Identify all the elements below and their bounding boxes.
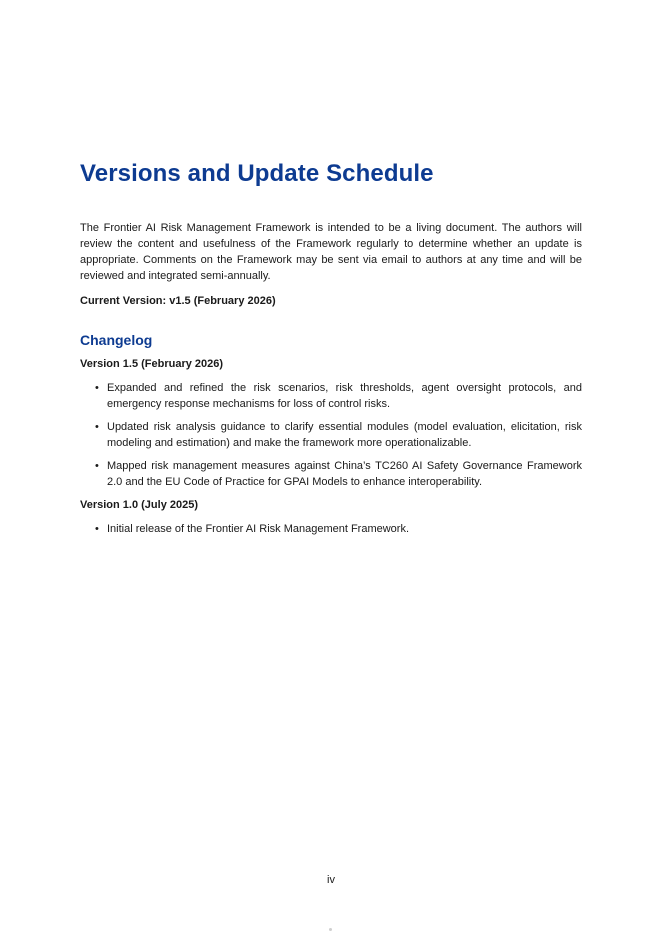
page-title: Versions and Update Schedule — [80, 160, 434, 187]
change-item — [80, 521, 582, 537]
change-item-text: Expanded and refined the risk scenarios, risk thresholds, agent oversight protocols, and emergency response mechanisms for loss of control risks. — [107, 382, 582, 410]
page-content — [80, 158, 582, 544]
version-heading: Version 1.5 (February 2026) — [80, 358, 224, 370]
change-item — [80, 380, 582, 412]
change-item — [80, 458, 582, 490]
current-version-label: Current Version: v1.5 (February 2026) — [80, 295, 276, 307]
bullet-icon: • — [95, 421, 99, 433]
intro-paragraph: The Frontier AI Risk Management Framework is intended to be a living document. The authors will review the content and usefulness of the Framework regularly to determine whether an update is appropriate. Comments on the Framework may be sent via email to authors at any time and will be reviewed and integrated semi-annually. — [80, 222, 582, 282]
change-item-text: Initial release of the Frontier AI Risk Management Framework. — [107, 523, 410, 535]
page-marker-dot — [329, 928, 332, 931]
bullet-icon: • — [95, 382, 99, 394]
version-1-5-change-list — [80, 380, 582, 490]
version-heading: Version 1.0 (July 2025) — [80, 499, 199, 511]
change-item-text: Mapped risk management measures against China’s TC260 AI Safety Governance Framework 2.0 and the EU Code of Practice for GPAI Models to enhance interoperability. — [107, 460, 582, 488]
change-item — [80, 419, 582, 451]
page-number: iv — [327, 874, 335, 886]
version-1-0-change-list — [80, 521, 582, 537]
changelog-heading: Changelog — [80, 332, 153, 348]
change-item-text: Updated risk analysis guidance to clarify essential modules (model evaluation, elicitation, risk modeling and estimation) and make the framework more operationalizable. — [107, 421, 582, 449]
bullet-icon: • — [95, 460, 99, 472]
bullet-icon: • — [95, 523, 99, 535]
